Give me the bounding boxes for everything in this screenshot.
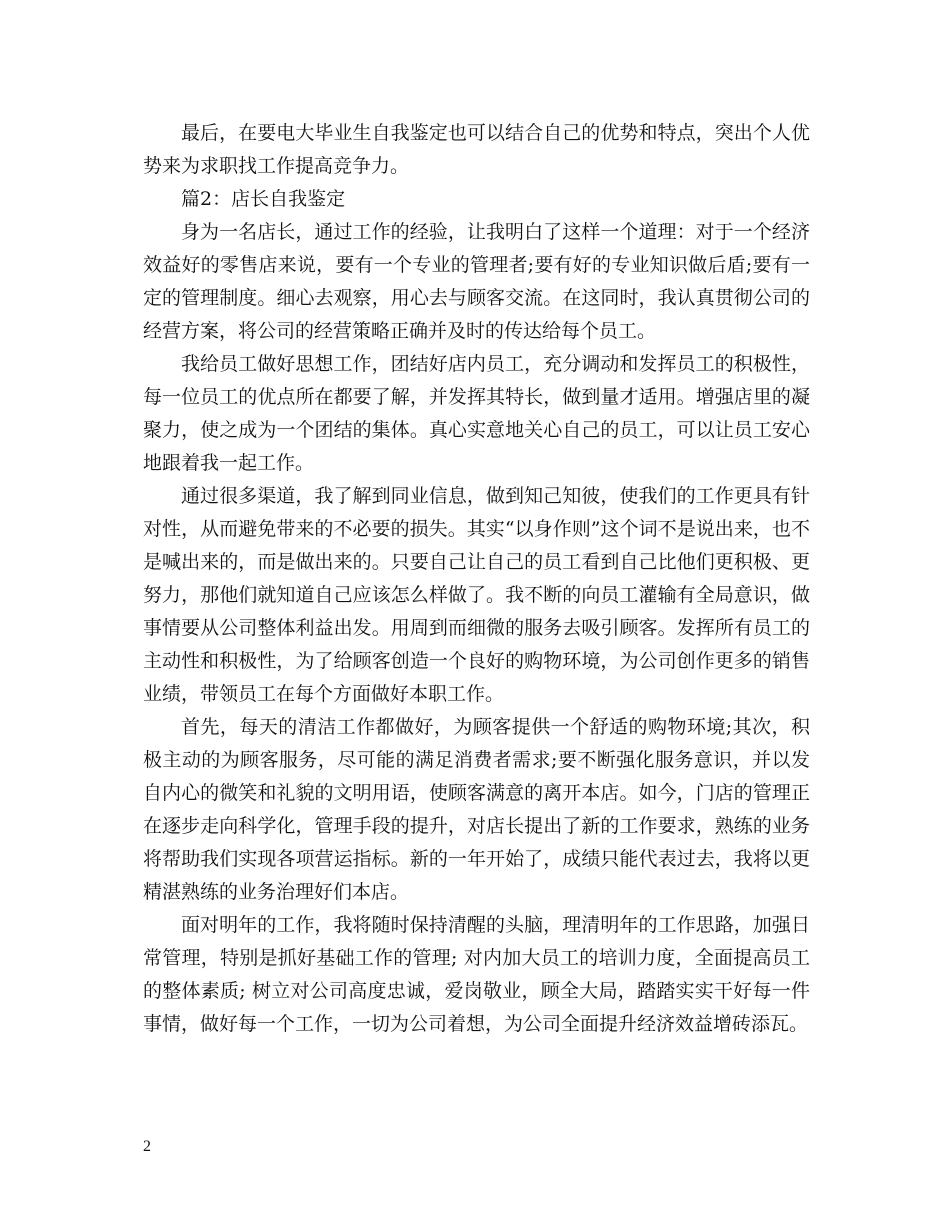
paragraph-channels: 通过很多渠道，我了解到同业信息，做到知己知彼，使我们的工作更具有针对性，从而避免带来的不必要的损失。其实“以身作则”这个词不是说出来，也不是喊出来的，而是做出来的。只要自己让自己的员工看到自己比他们更积极、更努力，那他们就知道自己应该怎么样做了。我不断的向员工灌输有全局意识，做事情要从公司整体利益出发。用周到而细微的服务去吸引顾客。发挥所有员工的主动性和积极性，为了给顾客创造一个良好的购物环境，为公司创作更多的销售业绩，带领员工在每个方面做好本职工作。 — [143, 485, 810, 705]
document-body — [143, 117, 810, 1041]
paragraph-next-year: 面对明年的工作，我将随时保持清醒的头脑，理清明年的工作思路，加强日常管理，特别是抓好基础工作的管理; 对内加大员工的培训力度，全面提高员工的整体素质; 树立对公司高度忠诚，爱岗敬业，顾全大局，踏踏实实干好每一件事情，做好每一个工作，一切为公司着想，为公司全面提升经济效益增砖添瓦。 — [143, 914, 810, 1035]
page-number: 2 — [143, 1138, 151, 1155]
section-heading: 篇2：店长自我鉴定 — [181, 188, 346, 210]
paragraph-conclusion: 最后，在要电大毕业生自我鉴定也可以结合自己的优势和特点，突出个人优势来为求职找工作提高竞争力。 — [143, 122, 810, 177]
paragraph-staff: 我给员工做好思想工作，团结好店内员工，充分调动和发挥员工的积极性，每一位员工的优点所在都要了解，并发挥其特长，做到量才适用。增强店里的凝聚力，使之成为一个团结的集体。真心实意地关心自己的员工，可以让员工安心地跟着我一起工作。 — [143, 353, 810, 474]
paragraph-intro: 身为一名店长，通过工作的经验，让我明白了这样一个道理：对于一个经济效益好的零售店来说，要有一个专业的管理者;要有好的专业知识做后盾;要有一定的管理制度。细心去观察，用心去与顾客交流。在这同时，我认真贯彻公司的经营方案，将公司的经营策略正确并及时的传达给每个员工。 — [143, 221, 810, 342]
paragraph-daily-work: 首先，每天的清洁工作都做好，为顾客提供一个舒适的购物环境;其次，积极主动的为顾客服务，尽可能的满足消费者需求;要不断强化服务意识，并以发自内心的微笑和礼貌的文明用语，使顾客满意的离开本店。如今，门店的管理正在逐步走向科学化，管理手段的提升，对店长提出了新的工作要求，熟练的业务将帮助我们实现各项营运指标。新的一年开始了，成绩只能代表过去，我将以更精湛熟练的业务治理好们本店。 — [143, 716, 810, 903]
